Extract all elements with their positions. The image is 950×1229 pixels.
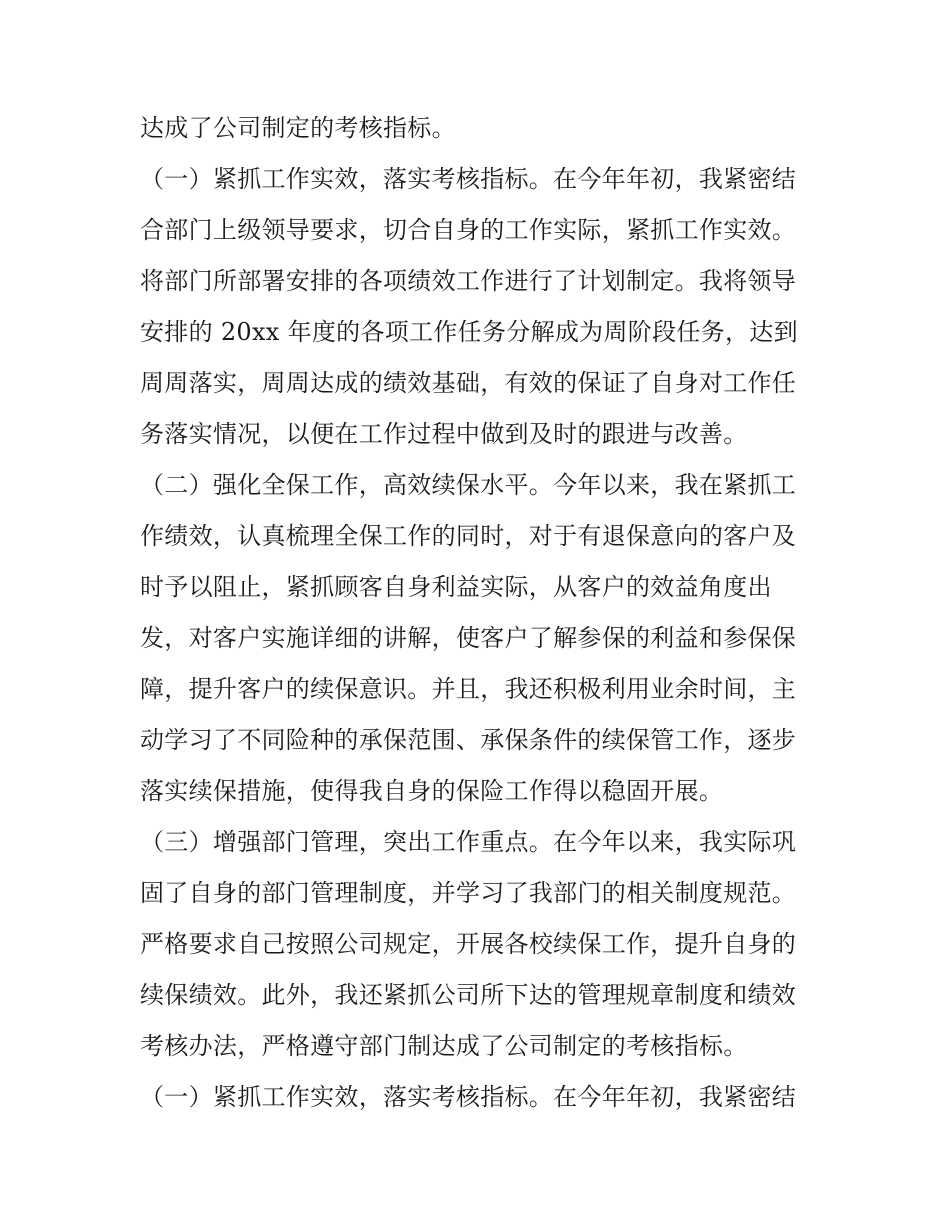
text-line: 将部门所部署安排的各项绩效工作进行了计划制定。我将领导 (140, 267, 797, 295)
text-line: 务落实情况，以便在工作过程中做到及时的跟进与改善。 (140, 420, 748, 448)
text-line: 时予以阻止，紧抓顾客自身利益实际，从客户的效益角度出 (140, 573, 772, 601)
text-line: 固了自身的部门管理制度，并学习了我部门的相关制度规范。 (140, 879, 797, 907)
text-line: 合部门上级领导要求，切合自身的工作实际，紧抓工作实效。 (140, 216, 797, 244)
text-line: （一）紧抓工作实效，落实考核指标。在今年年初，我紧密结 (140, 165, 797, 193)
text-line: 续保绩效。此外，我还紧抓公司所下达的管理规章制度和绩效 (140, 981, 797, 1009)
text-line: （三）增强部门管理，突出工作重点。在今年以来，我实际巩 (140, 828, 797, 856)
text-line: 安排的 20xx 年度的各项工作任务分解成为周阶段任务，达到 (140, 318, 798, 346)
text-line: 发，对客户实施详细的讲解，使客户了解参保的利益和参保保 (140, 624, 797, 652)
text-line: 作绩效，认真梳理全保工作的同时，对于有退保意向的客户及 (140, 522, 797, 550)
text-line: 障，提升客户的续保意识。并且，我还积极利用业余时间，主 (140, 675, 797, 703)
text-line: 周周落实，周周达成的绩效基础，有效的保证了自身对工作任 (140, 369, 797, 397)
text-line: （一）紧抓工作实效，落实考核指标。在今年年初，我紧密结 (140, 1083, 797, 1111)
text-line: 达成了公司制定的考核指标。 (140, 114, 456, 142)
text-line: 严格要求自己按照公司规定，开展各校续保工作，提升自身的 (140, 930, 797, 958)
text-line: （二）强化全保工作，高效续保水平。今年以来，我在紧抓工 (140, 471, 797, 499)
text-line: 考核办法，严格遵守部门制达成了公司制定的考核指标。 (140, 1032, 748, 1060)
text-line: 动学习了不同险种的承保范围、承保条件的续保管工作，逐步 (140, 726, 797, 754)
text-line: 落实续保措施，使得我自身的保险工作得以稳固开展。 (140, 777, 724, 805)
